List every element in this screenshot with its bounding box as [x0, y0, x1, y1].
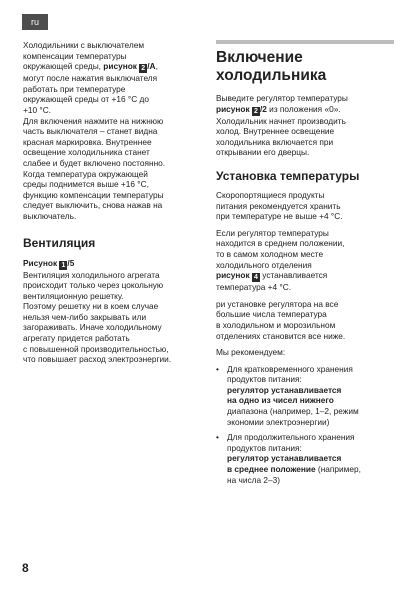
page-number: 8 [22, 561, 29, 575]
figure-number-badge: 2 [139, 64, 147, 73]
list-item: • Для кратковременного хранения продуктов питания: регулятор устанавливается на одно из чисел нижнего диапазона (например, 1–2, режим экономии электроэнергии) [216, 364, 394, 428]
list-item: • Для продолжительного хранения продуктов питания: регулятор устанавливается в среднее положение (например, на числа 2–3) [216, 432, 394, 485]
ventilation-heading: Вентиляция [23, 235, 96, 250]
temperature-paragraph-1: Скоропортящиеся продукты питания рекомендуется хранить при температуре не выше +4 °С. [216, 189, 343, 222]
figure-number-badge: 4 [252, 273, 260, 282]
recommendation-list [216, 364, 394, 486]
temperature-paragraph-3: ри установке регулятора на все большие числа температура в холодильном и морозильном отделениях становится все ниже. [216, 298, 346, 341]
temperature-compensation-paragraph: Холодильники с выключателем компенсации температуры окружающей среды, рисунок 2 /A, могут после нажатия выключателя работать при температуре окружающей среды от +16 °С до +10 °С. Для включения нажмите на нижнюю часть выключателя – станет видна красная маркировка. Внутреннее освещение холодильника станет слабее и будет включено постоянно. Когда температура окружающей среды поднимется выше +16 °С, функцию компенсации температуры следует выключить, снова нажав на выключатель. [23, 40, 166, 221]
left-column [23, 40, 201, 365]
recommendation-intro: Мы рекомендуем: [216, 347, 286, 358]
switch-on-heading: Включение холодильника [216, 49, 327, 84]
figure-number-badge: 2 [252, 107, 260, 116]
figure-number-badge: 1 [59, 261, 67, 270]
section-rule [216, 40, 394, 44]
switch-on-paragraph: Выведите регулятор температуры рисунок 2 /2 из положения «0». Холодильник начнет производить холод. Внутреннее освещение холодильника включается при открывании его дверцы. [216, 93, 348, 158]
right-column [216, 40, 394, 490]
language-tab: ru [22, 14, 48, 30]
ventilation-figure-ref: Рисунок 1 /5 [23, 257, 75, 269]
temperature-paragraph-2: Если регулятор температуры находится в среднем положении, то в самом холодном месте холодильного отделения рисунок 4 устанавливается температура +4 °С. [216, 227, 345, 293]
temperature-setting-heading: Установка температуры [216, 168, 360, 183]
ventilation-paragraph: Вентиляция холодильного агрегата происходит только через цокольную вентиляционную решетку. Поэтому решетку ни в коем случае нельзя чем-либо закрывать или загораживать. Иначе холодильному агрегату придется работать с повышенной производительностью, что повышает расход электроэнергии. [23, 269, 172, 365]
